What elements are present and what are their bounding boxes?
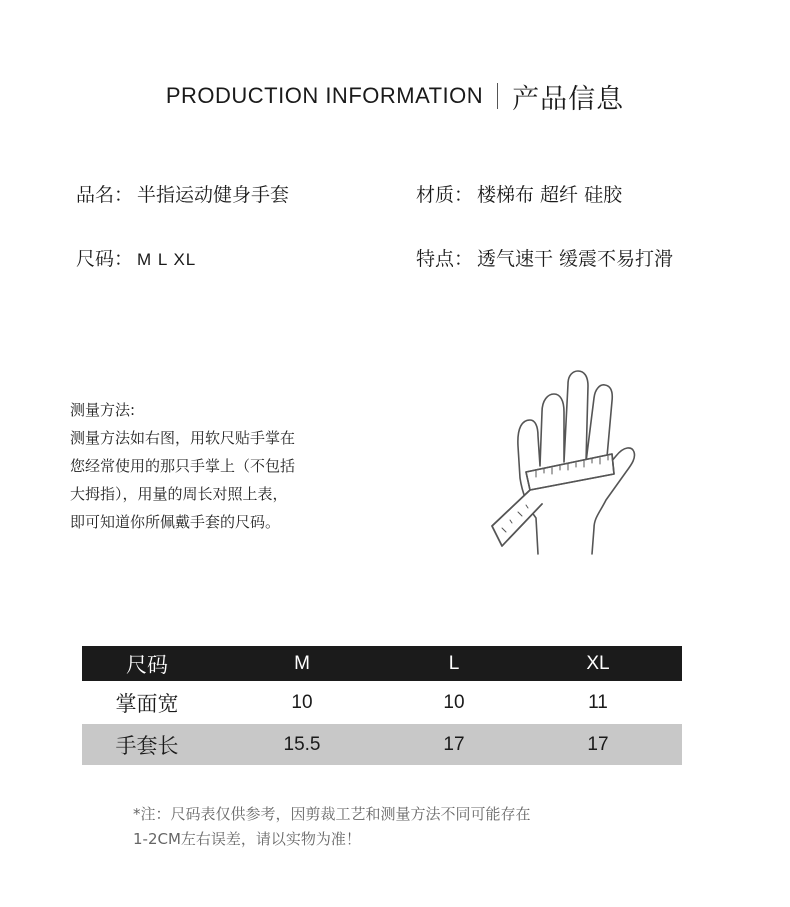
footnote-line: 1-2CM左右误差，请以实物为准！ <box>133 830 361 848</box>
table-cell: 手套长 <box>115 733 179 758</box>
info-material-value: 楼梯布 超纤 硅胶 <box>477 184 623 206</box>
info-size-label: 尺码： <box>76 248 134 270</box>
info-feature <box>416 244 673 271</box>
table-cell: 15.5 <box>283 733 321 755</box>
table-header-cell: XL <box>586 652 610 674</box>
table-row <box>82 681 682 724</box>
measure-line: 即可知道你所佩戴手套的尺码。 <box>70 513 281 531</box>
info-size <box>76 244 196 271</box>
measure-line: 测量方法如右图，用软尺贴手掌在 <box>70 429 296 447</box>
table-cell: 17 <box>587 733 609 755</box>
info-name-value: 半指运动健身手套 <box>137 184 290 206</box>
info-material-label: 材质： <box>416 184 474 206</box>
footnote-line: *注：尺码表仅供参考，因剪裁工艺和测量方法不同可能存在 <box>133 805 531 823</box>
table-header-cell: M <box>294 652 310 674</box>
measure-instructions <box>70 396 360 536</box>
header-divider <box>497 83 498 109</box>
header-title-cn: 产品信息 <box>512 83 625 115</box>
measure-line: 您经常使用的那只手掌上（不包括 <box>70 457 296 475</box>
hand-with-measuring-tape-icon <box>478 368 638 568</box>
info-size-value: M L XL <box>137 250 197 269</box>
info-name-label: 品名： <box>76 184 134 206</box>
table-header-cell: 尺码 <box>126 652 168 677</box>
table-cell: 10 <box>291 691 313 713</box>
measure-line: 大拇指），用量的周长对照上表， <box>70 485 288 503</box>
info-feature-label: 特点： <box>416 248 474 270</box>
measure-line: 测量方法: <box>70 401 136 419</box>
table-header-cell: L <box>448 652 460 674</box>
info-material <box>416 180 622 207</box>
table-cell: 17 <box>443 733 465 755</box>
table-cell: 10 <box>443 691 465 713</box>
info-feature-value: 透气速干 缓震不易打滑 <box>477 248 674 270</box>
table-cell: 11 <box>588 691 608 713</box>
size-table <box>82 646 682 765</box>
info-name <box>76 180 289 207</box>
table-cell: 掌面宽 <box>115 691 179 716</box>
table-header-row <box>82 646 682 681</box>
table-row <box>82 724 682 765</box>
section-header <box>0 76 790 116</box>
footnote <box>133 802 693 852</box>
header-title-en: PRODUCTION INFORMATION <box>165 83 484 108</box>
